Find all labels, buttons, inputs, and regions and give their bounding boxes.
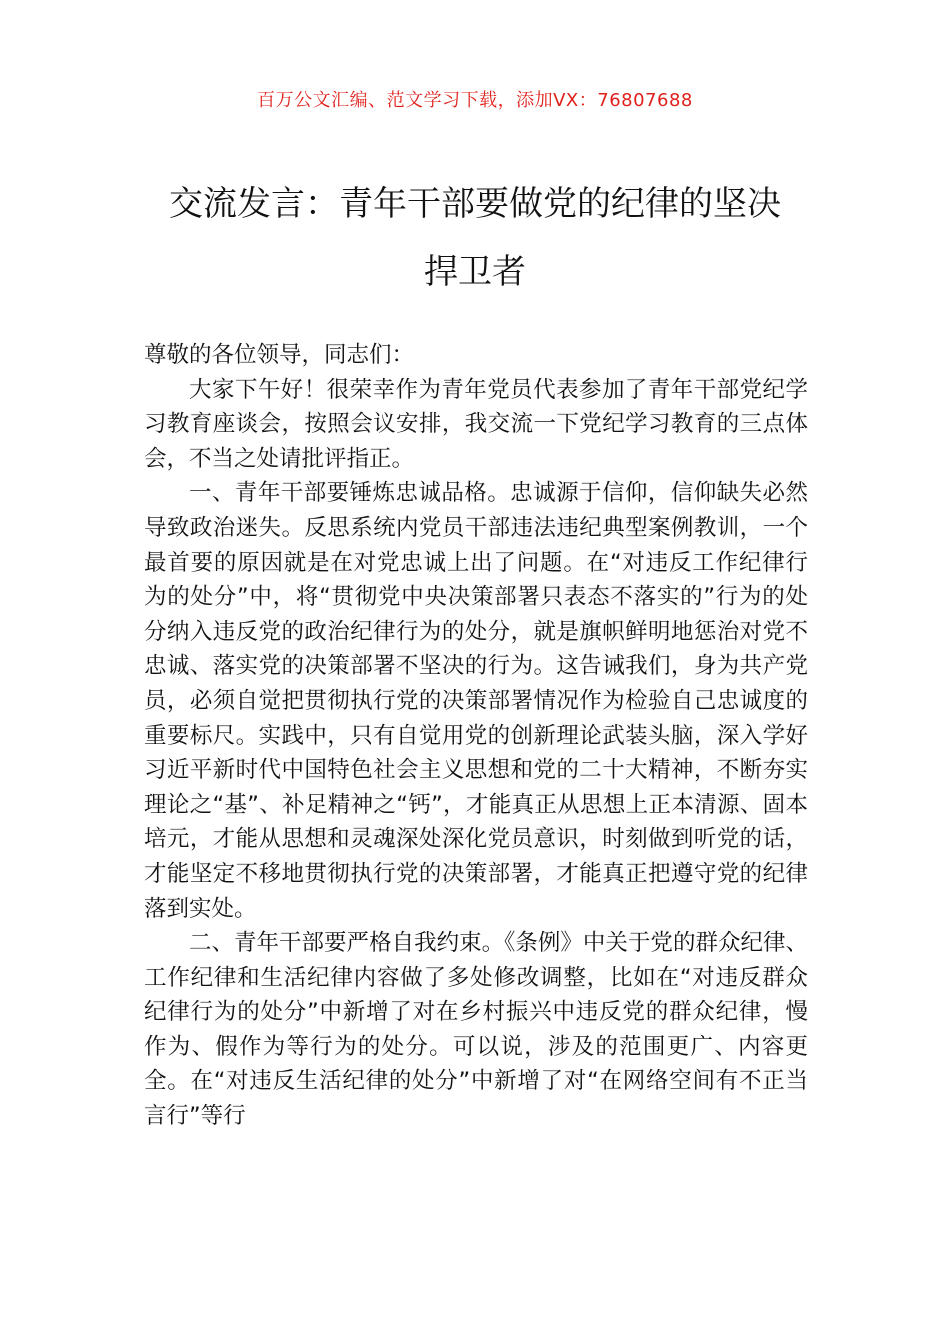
paragraph-point-one: 一、青年干部要锤炼忠诚品格。忠诚源于信仰，信仰缺失必然导致政治迷失。反思系统内党员干部违法违纪典型案例教训，一个最首要的原因就是在对党忠诚上出了问题。在“对违反工作纪律行为的处分”中，将“贯彻党中央决策部署只表态不落实的”行为的处分纳入违反党的政治纪律行为的处分，就是旗帜鲜明地惩治对党不忠诚、落实党的决策部署不坚决的行为。这告诫我们，身为共产党员，必须自觉把贯彻执行党的决策部署情况作为检验自己忠诚度的重要标尺。实践中，只有自觉用党的创新理论武装头脑，深入学好习近平新时代中国特色社会主义思想和党的二十大精神，不断夯实理论之“基”、补足精神之“钙”，才能真正从思想上正本清源、固本培元，才能从思想和灵魂深处深化党员意识，时刻做到听党的话，才能坚定不移地贯彻执行党的决策部署，才能真正把遵守党的纪律落到实处。 bbox=[144, 480, 808, 922]
page-title bbox=[120, 170, 830, 306]
title-line-2: 捍卫者 bbox=[424, 252, 526, 292]
paragraph-point-two: 二、青年干部要严格自我约束。《条例》中关于党的群众纪律、工作纪律和生活纪律内容做了多处修改调整，比如在“对违反群众纪律行为的处分”中新增了对在乡村振兴中违反党的群众纪律，慢作为、假作为等行为的处分。可以说，涉及的范围更广、内容更全。在“对违反生活纪律的处分”中新增了对“在网络空间有不正当言行”等行 bbox=[144, 930, 808, 1130]
salutation: 尊敬的各位领导，同志们： bbox=[144, 342, 415, 368]
paragraph-greeting: 大家下午好！很荣幸作为青年党员代表参加了青年干部党纪学习教育座谈会，按照会议安排，我交流一下党纪学习教育的三点体会，不当之处请批评指正。 bbox=[144, 376, 808, 472]
document-body bbox=[144, 338, 808, 1134]
title-line-1: 交流发言：青年干部要做党的纪律的坚决 bbox=[169, 184, 781, 224]
header-note: 百万公文汇编、范文学习下载，添加VX：76807688 bbox=[257, 90, 693, 111]
